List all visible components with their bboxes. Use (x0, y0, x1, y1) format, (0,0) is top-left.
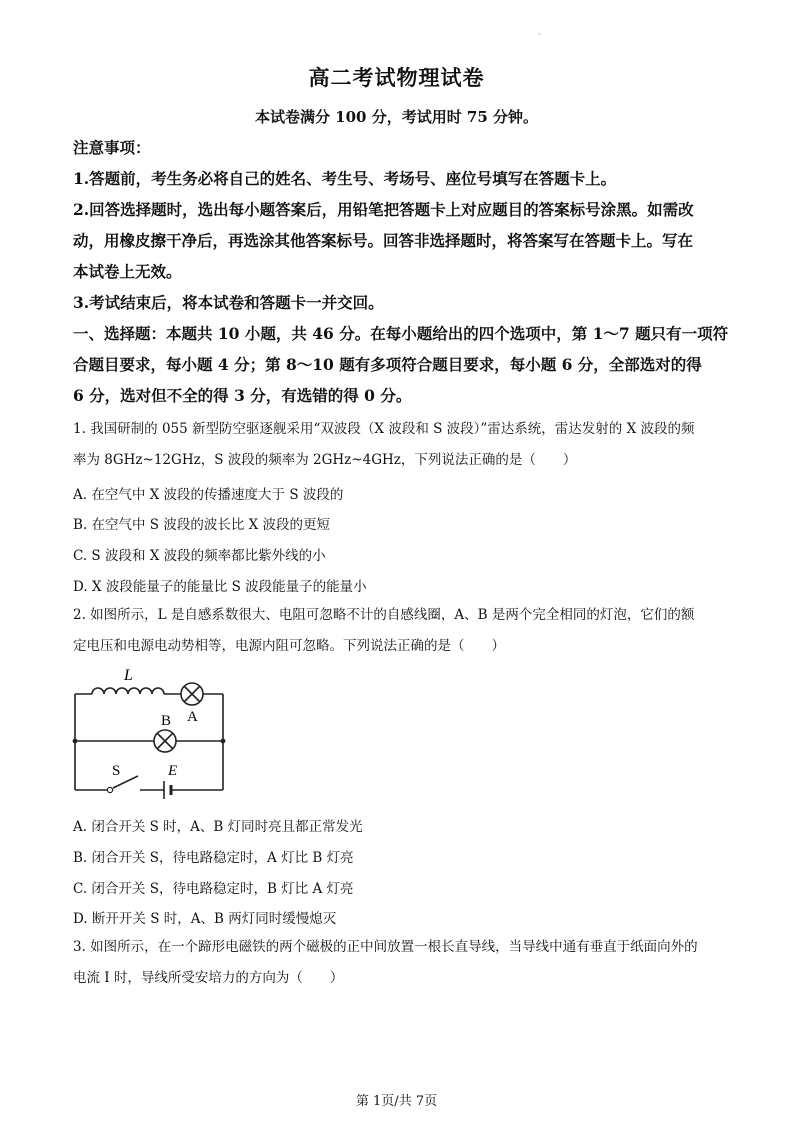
question-3-stem (73, 932, 733, 994)
lamp-b (154, 730, 176, 752)
notice-block (73, 132, 733, 411)
question-2-option-d: D. 断开开关 S 时，A、B 两灯同时缓慢熄灭 (73, 911, 337, 927)
question-2-option-b: B. 闭合开关 S，待电路稳定时，A 灯比 B 灯亮 (73, 850, 354, 866)
exam-subtitle: 本试卷满分 100 分，考试用时 75 分钟。 (254, 108, 539, 126)
notice-item-1: 1.答题前，考生务必将自己的姓名、考生号、考场号、座位号填写在答题卡上。 (73, 169, 617, 188)
circuit-diagram (68, 660, 238, 800)
question-1-stem (73, 414, 733, 476)
question-2-stem-line-2: 定电压和电源电动势相等，电源内阻可忽略。下列说法正确的是（ ） (73, 638, 505, 654)
junction-right (221, 739, 226, 744)
question-1-option-d: D. X 波段能量子的能量比 S 波段能量子的能量小 (73, 579, 367, 595)
scan-mark: · (538, 30, 541, 39)
question-1-option-b: B. 在空气中 S 波段的波长比 X 波段的更短 (73, 517, 331, 533)
page-number: 第 1页/共 7页 (355, 1094, 438, 1109)
battery (164, 781, 171, 799)
question-3-stem-line-1: 3. 如图所示，在一个蹄形电磁铁的两个磁极的正中间放置一根长直导线，当导线中通有垂直于纸面向外的 (73, 939, 698, 955)
question-2-stem-line-1: 2. 如图所示，L 是自感系数很大、电阻可忽略不计的自感线圈，A、B 是两个完全相同的灯泡，它们的额 (73, 607, 695, 623)
exam-title: 高二考试物理试卷 (308, 65, 485, 90)
question-1-stem-line-1: 1. 我国研制的 055 新型防空驱逐舰采用“双波段（X 波段和 S 波段）”雷达系统，雷达发射的 X 波段的频 (73, 421, 695, 437)
lamp-a (181, 683, 203, 705)
notice-item-2-line-2: 动，用橡皮擦干净后，再选涂其他答案标号。回答非选择题时，将答案写在答题卡上。写在 (73, 231, 694, 250)
notice-heading: 注意事项： (73, 138, 151, 157)
notice-item-2-line-3: 本试卷上无效。 (73, 262, 182, 281)
section-1-line-3: 6 分，选对但不全的得 3 分，有选错的得 0 分。 (73, 386, 412, 405)
question-1-option-a: A. 在空气中 X 波段的传播速度大于 S 波段的 (73, 487, 344, 503)
question-2-option-a: A. 闭合开关 S 时，A、B 灯同时亮且都正常发光 (73, 819, 363, 835)
section-1-line-2: 合题目要求，每小题 4 分；第 8～10 题有多项符合题目要求，每小题 6 分，全部选对的得 (73, 355, 702, 374)
question-3-stem-line-2: 电流 I 时，导线所受安培力的方向为（ ） (73, 970, 344, 986)
inductor-label: L (124, 667, 133, 684)
question-1-stem-line-2: 率为 8GHz~12GHz，S 波段的频率为 2GHz~4GHz，下列说法正确的是（ ） (73, 452, 577, 468)
question-2-option-c: C. 闭合开关 S，待电路稳定时，B 灯比 A 灯亮 (73, 881, 354, 897)
notice-item-3: 3.考试结束后，将本试卷和答题卡一并交回。 (73, 293, 384, 312)
junction-left (73, 739, 78, 744)
inductor-coil (92, 688, 164, 694)
lamp-b-label: B (161, 713, 172, 729)
question-1-option-c: C. S 波段和 X 波段的频率都比紫外线的小 (73, 548, 326, 564)
source-label: E (168, 763, 178, 779)
question-2-stem (73, 600, 733, 662)
switch-contact (107, 787, 112, 792)
section-1-line-1: 一、选择题：本题共 10 小题，共 46 分。在每小题给出的四个选项中，第 1～7 题只有一项符 (73, 324, 729, 343)
switch-label: S (112, 763, 121, 779)
notice-item-2-line-1: 2.回答选择题时，选出每小题答案后，用铅笔把答题卡上对应题目的答案标号涂黑。如需改 (73, 200, 694, 219)
lamp-a-label: A (187, 709, 198, 725)
